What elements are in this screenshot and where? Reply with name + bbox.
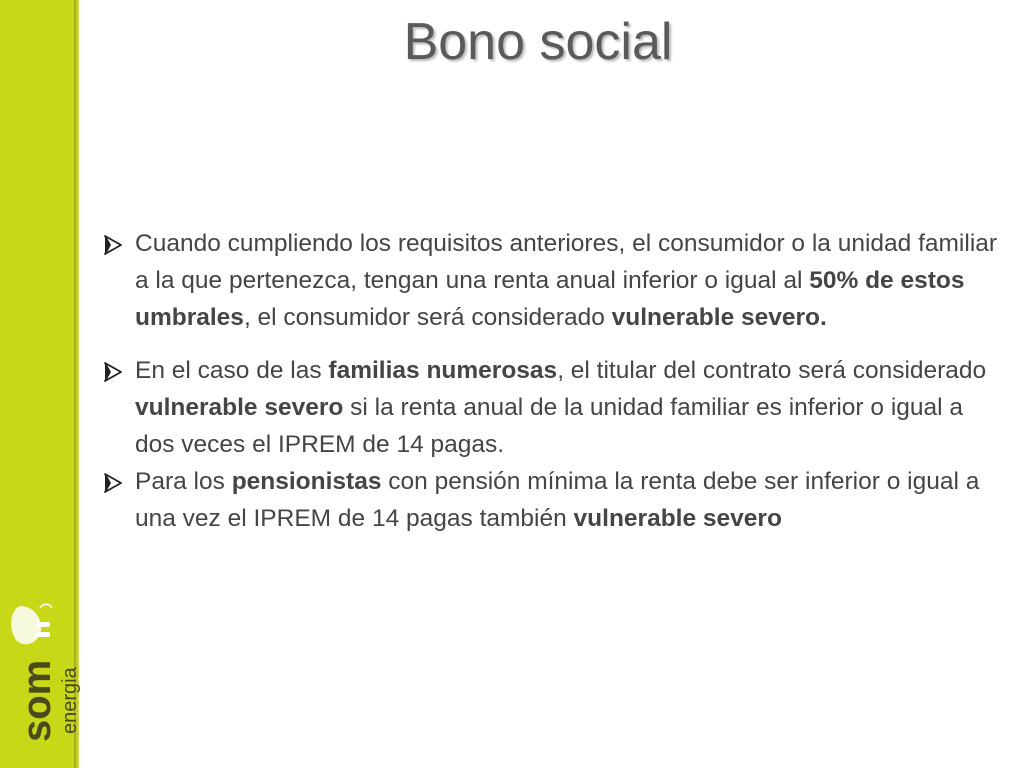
logo-word-som: som bbox=[15, 659, 59, 742]
bullet-1-text-a: Cuando cumpliendo los requisitos anteriores, el consumidor o la unidad familiar a la que pertenezca, tengan una renta anual inferior o igual al bbox=[135, 230, 998, 294]
som-energia-logo bbox=[6, 600, 84, 750]
bullet-1-bold-b: vulnerable severo. bbox=[611, 304, 827, 331]
bullet-3-text-a: Para los bbox=[135, 468, 232, 495]
bullet-2-bold-a: familias numerosas bbox=[328, 357, 558, 384]
bullet-item-1 bbox=[100, 225, 1000, 336]
bullet-2-text-a: En el caso de las bbox=[135, 357, 329, 384]
arrowhead-bullet-icon bbox=[102, 472, 124, 494]
bullet-3-bold-a: pensionistas bbox=[231, 468, 382, 495]
bullet-2-text-c: si la renta anual de la unidad familiar es inferior o igual a dos veces el IPREM de 14 pagas. bbox=[135, 394, 964, 458]
bullet-item-3 bbox=[100, 463, 1000, 537]
bullet-2-bold-b: vulnerable severo bbox=[135, 394, 344, 421]
slide-title: Bono social bbox=[403, 13, 673, 71]
bullet-3-bold-b: vulnerable severo bbox=[573, 505, 782, 532]
bullet-item-2 bbox=[100, 352, 1000, 463]
arrowhead-bullet-icon bbox=[102, 234, 124, 256]
bullet-3-text-b: con pensión mínima la renta debe ser inferior o igual a una vez el IPREM de 14 pagas también bbox=[135, 468, 980, 532]
logo-word-energia: energia bbox=[59, 667, 81, 734]
bullet-1-bold-a: 50% de estos umbrales bbox=[135, 267, 965, 331]
bullet-2-text-b: , el titular del contrato será considerado bbox=[557, 357, 987, 384]
bullet-1-text-b: , el consumidor será considerado bbox=[243, 304, 612, 331]
arrowhead-bullet-icon bbox=[102, 361, 124, 383]
bullet-list bbox=[100, 225, 1000, 537]
